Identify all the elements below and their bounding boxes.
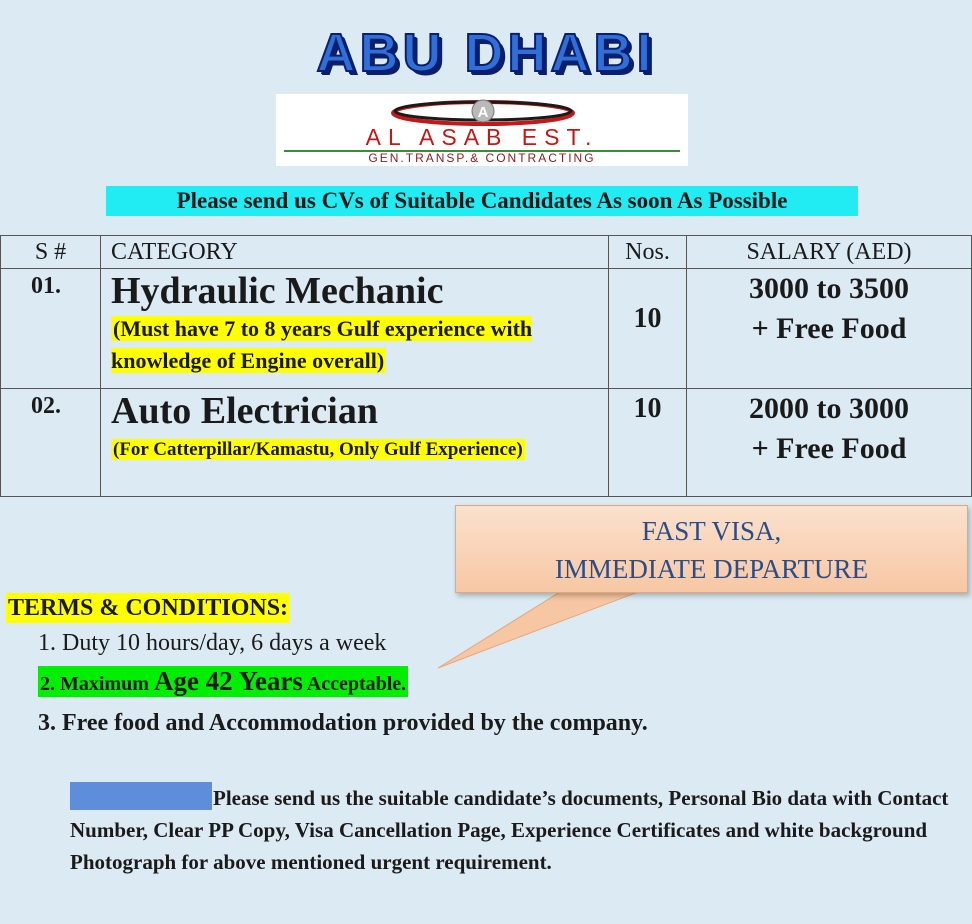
logo-tagline: GEN.TRANSP.& CONTRACTING	[368, 151, 596, 165]
col-header-sn: S #	[1, 236, 101, 269]
fast-visa-callout	[455, 505, 968, 593]
row-nos: 10	[609, 389, 687, 497]
term-item-accommodation: 3. Free food and Accommodation provided by the company.	[38, 710, 648, 736]
table-header-row	[1, 236, 972, 269]
table-row	[1, 269, 972, 389]
row-sn: 01.	[1, 269, 101, 389]
callout-line-2: IMMEDIATE DEPARTURE	[554, 554, 869, 584]
logo-letter: A	[477, 104, 489, 121]
callout-line-1: FAST VISA,	[641, 516, 782, 546]
row-sn: 02.	[1, 389, 101, 497]
documents-instructions: Please send us the suitable candidate’s documents, Personal Bio data with Contact Number, Clear PP Copy, Visa Cancellation Page, Experience Certificates and white background Photograph for above mentioned urgent requirement.	[70, 786, 949, 874]
col-header-salary: SALARY (AED)	[687, 236, 972, 269]
company-logo	[276, 94, 688, 166]
row-category	[101, 269, 609, 389]
job-requirement: (Must have 7 to 8 years Gulf experience with knowledge of Engine overall)	[111, 316, 533, 373]
job-title: Auto Electrician	[111, 390, 379, 432]
row-nos: 10	[609, 269, 687, 389]
row-salary	[687, 269, 972, 389]
logo-company-name: AL ASAB EST.	[365, 124, 599, 150]
job-requirement: (For Catterpillar/Kamastu, Only Gulf Experience)	[113, 439, 523, 460]
salary-range: 3000 to 3500	[749, 272, 909, 305]
table-row	[1, 389, 972, 497]
page-title: ABU DHABI	[316, 23, 656, 83]
terms-heading: TERMS & CONDITIONS:	[8, 595, 289, 621]
row-salary	[687, 389, 972, 497]
col-header-nos: Nos.	[609, 236, 687, 269]
salary-range: 2000 to 3000	[749, 392, 909, 425]
salary-extra: + Free Food	[751, 312, 907, 345]
job-title: Hydraulic Mechanic	[111, 270, 444, 312]
term-item-duty: 1. Duty 10 hours/day, 6 days a week	[38, 630, 387, 656]
cv-request-banner: Please send us CVs of Suitable Candidates As soon As Possible	[106, 186, 858, 216]
jobs-table	[0, 235, 972, 497]
term-item-age: 2. Maximum Age 42 Years Acceptable.	[40, 666, 407, 696]
salary-extra: + Free Food	[751, 432, 907, 465]
row-category	[101, 389, 609, 497]
col-header-category: CATEGORY	[101, 236, 609, 269]
